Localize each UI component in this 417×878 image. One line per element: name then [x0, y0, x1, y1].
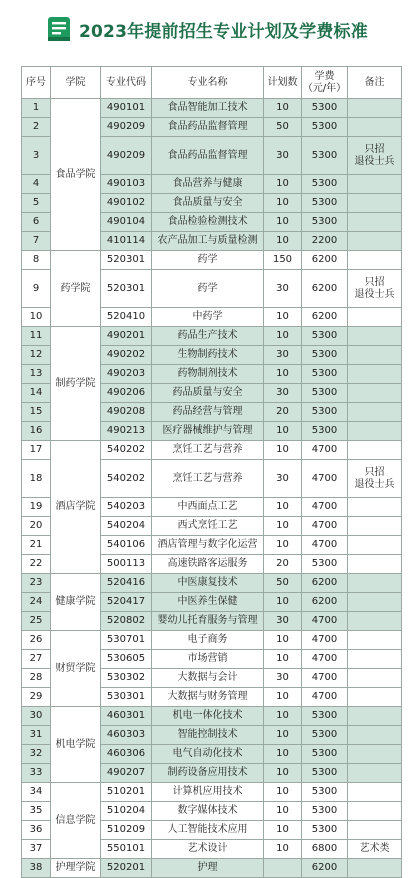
row-number-cell: 19: [22, 498, 51, 517]
note-cell: [348, 631, 402, 650]
plan-count-cell: 30: [264, 384, 302, 403]
major-code-cell: 540202: [101, 441, 152, 460]
major-name-cell: 大数据与会计: [152, 669, 264, 688]
tuition-cell: 4700: [302, 460, 348, 498]
note-cell: [348, 764, 402, 783]
row-number-cell: 16: [22, 422, 51, 441]
tuition-cell: 5300: [302, 745, 348, 764]
row-number-cell: 20: [22, 517, 51, 536]
major-code-cell: 530701: [101, 631, 152, 650]
note-cell: 只招 退役士兵: [348, 460, 402, 498]
note-cell: [348, 365, 402, 384]
major-code-cell: 540203: [101, 498, 152, 517]
note-cell: [348, 251, 402, 270]
row-number-cell: 1: [22, 99, 51, 118]
major-name-cell: 食品营养与健康: [152, 175, 264, 194]
row-number-cell: 38: [22, 859, 51, 878]
plan-count-cell: 10: [264, 783, 302, 802]
major-code-cell: 510204: [101, 802, 152, 821]
tuition-cell: 5300: [302, 802, 348, 821]
major-code-cell: 520417: [101, 593, 152, 612]
major-name-cell: 药物制剂技术: [152, 365, 264, 384]
major-code-cell: 520301: [101, 270, 152, 308]
tuition-cell: 5300: [302, 346, 348, 365]
plan-count-cell: 10: [264, 498, 302, 517]
note-cell: [348, 232, 402, 251]
tuition-cell: 5300: [302, 422, 348, 441]
tuition-cell: 4700: [302, 498, 348, 517]
major-name-cell: 制药设备应用技术: [152, 764, 264, 783]
tuition-cell: 2200: [302, 232, 348, 251]
college-cell: 药学院: [51, 251, 101, 327]
major-code-cell: 540204: [101, 517, 152, 536]
plan-count-cell: 30: [264, 460, 302, 498]
table-row: [22, 574, 402, 593]
plan-count-cell: 20: [264, 403, 302, 422]
major-code-cell: 460303: [101, 726, 152, 745]
table-row: [22, 783, 402, 802]
note-cell: [348, 783, 402, 802]
major-code-cell: 530605: [101, 650, 152, 669]
tuition-cell: 5300: [302, 403, 348, 422]
row-number-cell: 4: [22, 175, 51, 194]
note-cell: 只招 退役士兵: [348, 270, 402, 308]
tuition-cell: 5300: [302, 194, 348, 213]
tuition-cell: 5300: [302, 821, 348, 840]
major-name-cell: 中药学: [152, 308, 264, 327]
note-cell: [348, 346, 402, 365]
college-cell: 制药学院: [51, 327, 101, 441]
tuition-cell: 5300: [302, 365, 348, 384]
college-cell: 护理学院: [51, 859, 101, 878]
note-cell: [348, 745, 402, 764]
table-row: [22, 99, 402, 118]
tuition-cell: 4700: [302, 669, 348, 688]
tuition-cell: 4700: [302, 688, 348, 707]
row-number-cell: 30: [22, 707, 51, 726]
plan-count-cell: 10: [264, 821, 302, 840]
plan-count-cell: 10: [264, 745, 302, 764]
tuition-cell: 5300: [302, 213, 348, 232]
row-number-cell: 22: [22, 555, 51, 574]
plan-count-cell: 10: [264, 726, 302, 745]
row-number-cell: 25: [22, 612, 51, 631]
table-row: [22, 441, 402, 460]
row-number-cell: 33: [22, 764, 51, 783]
note-cell: [348, 118, 402, 137]
row-number-cell: 36: [22, 821, 51, 840]
major-code-cell: 540106: [101, 536, 152, 555]
plan-count-cell: 10: [264, 194, 302, 213]
plan-count-cell: 10: [264, 517, 302, 536]
row-number-cell: 18: [22, 460, 51, 498]
tuition-cell: 5300: [302, 555, 348, 574]
title-bar: [47, 14, 368, 44]
note-cell: [348, 593, 402, 612]
row-number-cell: 21: [22, 536, 51, 555]
note-cell: [348, 175, 402, 194]
header-code: 专业代码: [101, 67, 152, 99]
major-code-cell: 530301: [101, 688, 152, 707]
header-plan: 计划数: [264, 67, 302, 99]
major-code-cell: 490209: [101, 118, 152, 137]
page-title: 2023年提前招生专业计划及学费标准: [79, 21, 368, 42]
major-name-cell: 药品经营与管理: [152, 403, 264, 422]
college-cell: 食品学院: [51, 99, 101, 251]
note-cell: 只招 退役士兵: [348, 137, 402, 175]
table-body: [22, 99, 402, 878]
plan-count-cell: 10: [264, 802, 302, 821]
row-number-cell: 17: [22, 441, 51, 460]
row-number-cell: 23: [22, 574, 51, 593]
row-number-cell: 14: [22, 384, 51, 403]
row-number-cell: 12: [22, 346, 51, 365]
major-code-cell: 540202: [101, 460, 152, 498]
table-row: [22, 707, 402, 726]
note-cell: [348, 688, 402, 707]
note-cell: [348, 669, 402, 688]
header-college: 学院: [51, 67, 101, 99]
tuition-cell: 4700: [302, 650, 348, 669]
row-number-cell: 27: [22, 650, 51, 669]
plan-count-cell: 50: [264, 574, 302, 593]
major-code-cell: 490202: [101, 346, 152, 365]
plan-count-cell: 10: [264, 175, 302, 194]
major-name-cell: 中医康复技术: [152, 574, 264, 593]
major-name-cell: 婴幼儿托育服务与管理: [152, 612, 264, 631]
tuition-cell: 5300: [302, 783, 348, 802]
major-name-cell: 农产品加工与质量检测: [152, 232, 264, 251]
row-number-cell: 9: [22, 270, 51, 308]
plan-count-cell: 10: [264, 764, 302, 783]
row-number-cell: 13: [22, 365, 51, 384]
major-name-cell: 电气自动化技术: [152, 745, 264, 764]
major-name-cell: 食品智能加工技术: [152, 99, 264, 118]
plan-count-cell: 10: [264, 308, 302, 327]
major-code-cell: 490206: [101, 384, 152, 403]
plan-count-cell: 30: [264, 612, 302, 631]
major-code-cell: 500113: [101, 555, 152, 574]
plan-count-cell: 10: [264, 593, 302, 612]
note-cell: [348, 441, 402, 460]
tuition-cell: 5300: [302, 99, 348, 118]
major-code-cell: 490208: [101, 403, 152, 422]
major-code-cell: 510209: [101, 821, 152, 840]
major-name-cell: 中医养生保健: [152, 593, 264, 612]
note-cell: [348, 384, 402, 403]
tuition-cell: 4700: [302, 631, 348, 650]
tuition-cell: 6200: [302, 593, 348, 612]
header-note: 备注: [348, 67, 402, 99]
tuition-cell: 6200: [302, 859, 348, 878]
row-number-cell: 32: [22, 745, 51, 764]
plan-count-cell: 50: [264, 118, 302, 137]
note-cell: [348, 821, 402, 840]
plan-count-cell: 30: [264, 669, 302, 688]
major-code-cell: 490207: [101, 764, 152, 783]
major-name-cell: 食品药品监督管理: [152, 137, 264, 175]
plan-count-cell: 10: [264, 840, 302, 859]
row-number-cell: 2: [22, 118, 51, 137]
tuition-cell: 5300: [302, 327, 348, 346]
major-code-cell: 520802: [101, 612, 152, 631]
plan-count-cell: 30: [264, 270, 302, 308]
major-name-cell: 西式烹饪工艺: [152, 517, 264, 536]
plan-count-cell: 10: [264, 441, 302, 460]
row-number-cell: 35: [22, 802, 51, 821]
tuition-cell: 6200: [302, 270, 348, 308]
major-name-cell: 酒店管理与数字化运营: [152, 536, 264, 555]
row-number-cell: 29: [22, 688, 51, 707]
major-code-cell: 410114: [101, 232, 152, 251]
plan-count-cell: 10: [264, 213, 302, 232]
college-cell: 健康学院: [51, 574, 101, 631]
row-number-cell: 15: [22, 403, 51, 422]
major-name-cell: 药学: [152, 251, 264, 270]
plan-count-cell: 10: [264, 688, 302, 707]
row-number-cell: 5: [22, 194, 51, 213]
tuition-cell: 6200: [302, 574, 348, 593]
tuition-cell: 6200: [302, 251, 348, 270]
plan-count-cell: 10: [264, 631, 302, 650]
table-row: [22, 631, 402, 650]
major-name-cell: 智能控制技术: [152, 726, 264, 745]
major-name-cell: 数字媒体技术: [152, 802, 264, 821]
plan-count-cell: 10: [264, 707, 302, 726]
major-code-cell: 490209: [101, 137, 152, 175]
note-cell: [348, 422, 402, 441]
major-name-cell: 食品检验检测技术: [152, 213, 264, 232]
major-name-cell: 药学: [152, 270, 264, 308]
major-code-cell: 520201: [101, 859, 152, 878]
note-cell: [348, 574, 402, 593]
major-code-cell: 520301: [101, 251, 152, 270]
tuition-cell: 5300: [302, 118, 348, 137]
college-cell: 信息学院: [51, 783, 101, 859]
major-name-cell: 医疗器械维护与管理: [152, 422, 264, 441]
row-number-cell: 26: [22, 631, 51, 650]
tuition-cell: 6200: [302, 308, 348, 327]
college-cell: 机电学院: [51, 707, 101, 783]
major-code-cell: 520416: [101, 574, 152, 593]
admission-plan-table: [21, 66, 402, 878]
tuition-cell: 4700: [302, 441, 348, 460]
major-code-cell: 490203: [101, 365, 152, 384]
plan-count-cell: 30: [264, 346, 302, 365]
header-fee: 学费 （元/年）: [302, 67, 348, 99]
header-major: 专业名称: [152, 67, 264, 99]
row-number-cell: 28: [22, 669, 51, 688]
college-cell: 酒店学院: [51, 441, 101, 574]
plan-count-cell: 10: [264, 232, 302, 251]
major-code-cell: 490103: [101, 175, 152, 194]
major-code-cell: 490201: [101, 327, 152, 346]
row-number-cell: 6: [22, 213, 51, 232]
major-name-cell: 烹饪工艺与营养: [152, 441, 264, 460]
page-header: [0, 0, 417, 62]
row-number-cell: 37: [22, 840, 51, 859]
tuition-cell: 5300: [302, 175, 348, 194]
major-code-cell: 520410: [101, 308, 152, 327]
row-number-cell: 11: [22, 327, 51, 346]
major-name-cell: 市场营销: [152, 650, 264, 669]
plan-count-cell: 10: [264, 536, 302, 555]
major-code-cell: 490104: [101, 213, 152, 232]
note-cell: [348, 802, 402, 821]
note-cell: [348, 650, 402, 669]
major-code-cell: 460306: [101, 745, 152, 764]
row-number-cell: 7: [22, 232, 51, 251]
note-cell: [348, 308, 402, 327]
note-cell: [348, 327, 402, 346]
major-code-cell: 510201: [101, 783, 152, 802]
row-number-cell: 8: [22, 251, 51, 270]
tuition-cell: 5300: [302, 726, 348, 745]
plan-count-cell: 150: [264, 251, 302, 270]
major-name-cell: 中西面点工艺: [152, 498, 264, 517]
major-code-cell: 490213: [101, 422, 152, 441]
table-row: [22, 327, 402, 346]
major-name-cell: 计算机应用技术: [152, 783, 264, 802]
note-cell: [348, 726, 402, 745]
major-name-cell: 食品质量与安全: [152, 194, 264, 213]
note-cell: [348, 536, 402, 555]
table-header-row: [22, 67, 402, 99]
tuition-cell: 5300: [302, 384, 348, 403]
tuition-cell: 4700: [302, 536, 348, 555]
row-number-cell: 34: [22, 783, 51, 802]
plan-count-cell: 10: [264, 650, 302, 669]
note-cell: [348, 859, 402, 878]
document-list-icon: [47, 16, 71, 42]
row-number-cell: 24: [22, 593, 51, 612]
major-name-cell: 人工智能技术应用: [152, 821, 264, 840]
note-cell: [348, 517, 402, 536]
plan-count-cell: 10: [264, 99, 302, 118]
header-no: 序号: [22, 67, 51, 99]
row-number-cell: 3: [22, 137, 51, 175]
major-name-cell: 艺术设计: [152, 840, 264, 859]
major-name-cell: 高速铁路客运服务: [152, 555, 264, 574]
major-name-cell: 护理: [152, 859, 264, 878]
note-cell: [348, 99, 402, 118]
major-code-cell: 460301: [101, 707, 152, 726]
major-name-cell: 烹饪工艺与营养: [152, 460, 264, 498]
major-name-cell: 电子商务: [152, 631, 264, 650]
major-name-cell: 机电一体化技术: [152, 707, 264, 726]
table-row: [22, 859, 402, 878]
row-number-cell: 10: [22, 308, 51, 327]
plan-count-cell: [264, 859, 302, 878]
note-cell: [348, 707, 402, 726]
major-code-cell: 490102: [101, 194, 152, 213]
major-name-cell: 药品质量与安全: [152, 384, 264, 403]
major-name-cell: 生物制药技术: [152, 346, 264, 365]
major-code-cell: 530302: [101, 669, 152, 688]
note-cell: [348, 555, 402, 574]
row-number-cell: 31: [22, 726, 51, 745]
tuition-cell: 4700: [302, 612, 348, 631]
college-cell: 财贸学院: [51, 631, 101, 707]
major-name-cell: 药品生产技术: [152, 327, 264, 346]
major-code-cell: 490101: [101, 99, 152, 118]
note-cell: [348, 194, 402, 213]
note-cell: [348, 612, 402, 631]
plan-count-cell: 10: [264, 327, 302, 346]
note-cell: [348, 498, 402, 517]
tuition-cell: 5300: [302, 707, 348, 726]
note-cell: [348, 213, 402, 232]
major-name-cell: 食品药品监督管理: [152, 118, 264, 137]
plan-count-cell: 20: [264, 555, 302, 574]
plan-count-cell: 30: [264, 137, 302, 175]
tuition-cell: 4700: [302, 517, 348, 536]
note-cell: 艺术类: [348, 840, 402, 859]
major-name-cell: 大数据与财务管理: [152, 688, 264, 707]
plan-count-cell: 10: [264, 365, 302, 384]
major-code-cell: 550101: [101, 840, 152, 859]
tuition-cell: 6800: [302, 840, 348, 859]
note-cell: [348, 403, 402, 422]
table-row: [22, 251, 402, 270]
tuition-cell: 5300: [302, 137, 348, 175]
plan-count-cell: 10: [264, 422, 302, 441]
tuition-cell: 5300: [302, 764, 348, 783]
